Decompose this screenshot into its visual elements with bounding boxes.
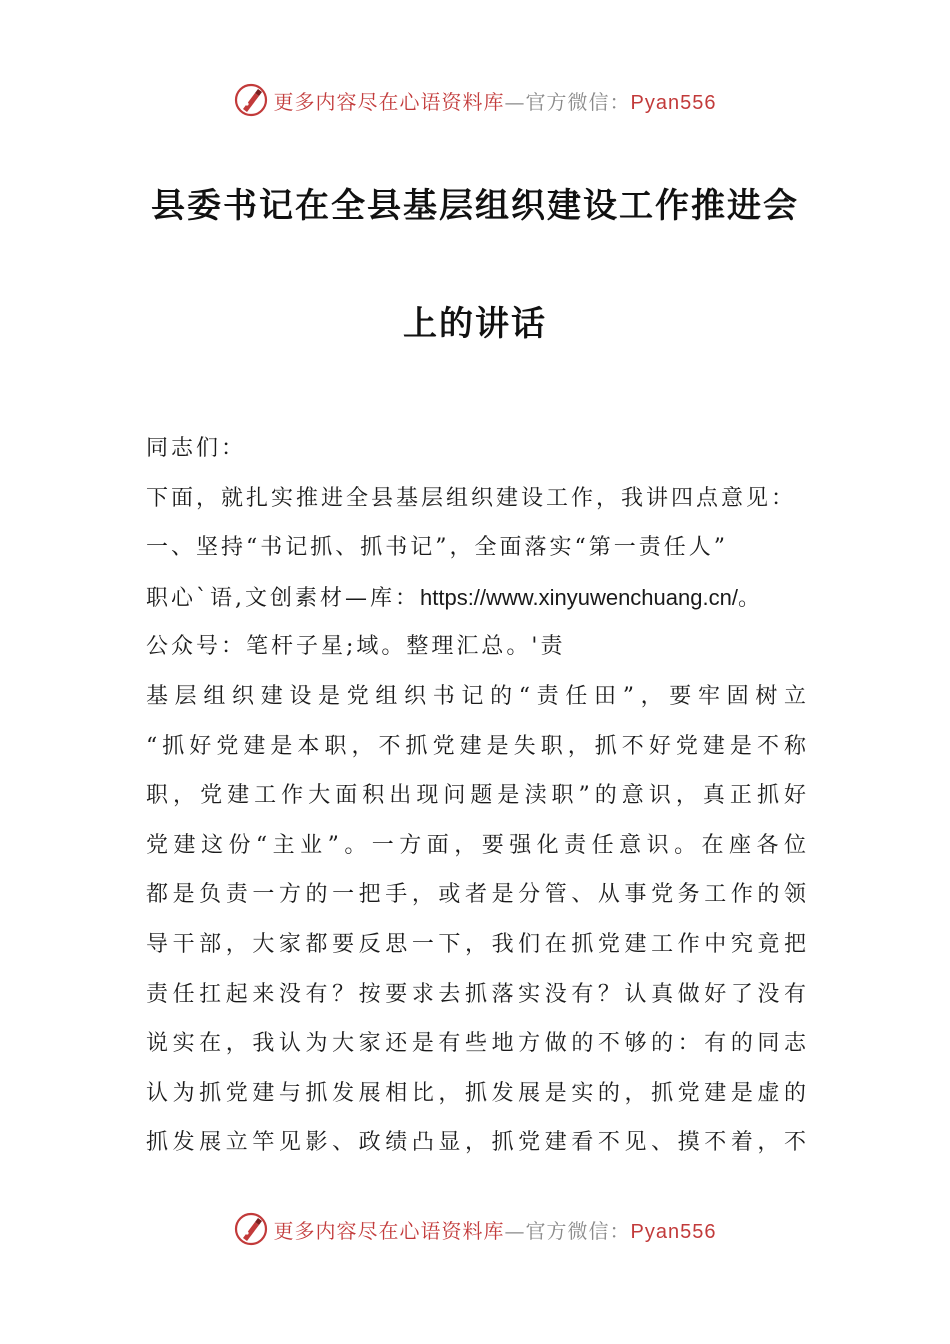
banner-official: 官方微信： (525, 89, 631, 114)
paragraph-line: “抓好党建是本职，不抓党建是失职，抓不好党建是不称 (146, 733, 806, 759)
paragraph-line: 都是负责一方的一把手，或者是分管、从事党务工作的领 (146, 882, 806, 908)
footer-watermark-banner (0, 1209, 950, 1249)
paragraph (146, 676, 806, 1172)
paragraph-line: 说实在，我认为大家还是有些地方做的不够的：有的同志 (146, 1031, 806, 1057)
watermark-suffix: 。 (737, 585, 763, 611)
title-line-2: 上的讲话 (403, 304, 547, 344)
paragraph-line: 认为抓党建与抓发展相比，抓发展是实的，抓党建是虚的 (146, 1080, 806, 1106)
banner-official: 官方微信： (525, 1218, 631, 1243)
banner-dash: — (504, 1218, 526, 1243)
title-line-1: 县委书记在全县基层组织建设工作推进会 (151, 186, 799, 226)
salutation: 同志们： (146, 436, 247, 461)
paragraph-line: 导干部，大家都要反思一下，我们在抓党建工作中究竟把 (146, 931, 806, 957)
banner-text (274, 86, 717, 115)
banner-text (274, 1215, 717, 1244)
paragraph-line: 职，党建工作大面积出现问题是渎职”的意识，真正抓好 (146, 783, 806, 809)
paragraph-line: 党建这份“主业”。一方面，要强化责任意识。在座各位 (146, 832, 806, 858)
banner-brand: 更多内容尽在心语资料库 (273, 1218, 505, 1243)
section-heading-1: 一、坚持“书记抓、抓书记”，全面落实“第一责任人” (146, 535, 728, 561)
paragraph-line: 抓发展立竿见影、政绩凸显，抓党建看不见、摸不着，不 (146, 1130, 806, 1156)
banner-dash: — (504, 89, 526, 114)
watermark-url[interactable]: https://www.xinyuwenchuang.cn/ (420, 584, 738, 610)
paragraph-line: 基层组织建设是党组织书记的“责任田”，要牢固树立 (146, 683, 806, 709)
watermark-line-2: 公众号：笔杆子星;域。整理汇总。'责 (146, 634, 566, 660)
paragraph-line: 责任扛起来没有？按要求去抓落实没有？认真做好了没有 (146, 981, 806, 1007)
header-watermark-banner (0, 80, 950, 120)
banner-wechat-id: Pyan556 (630, 1220, 717, 1243)
banner-wechat-id: Pyan556 (630, 91, 717, 114)
pen-nib-logo-icon (234, 1212, 268, 1246)
pen-nib-logo-icon (234, 83, 268, 117)
speech-body (146, 428, 806, 1172)
banner-brand: 更多内容尽在心语资料库 (273, 89, 505, 114)
intro-line: 下面，就扎实推进全县基层组织建设工作，我讲四点意见： (146, 485, 797, 511)
watermark-prefix: 职心`语,文创素材—库： (146, 585, 420, 611)
watermark-line-1 (146, 577, 806, 627)
